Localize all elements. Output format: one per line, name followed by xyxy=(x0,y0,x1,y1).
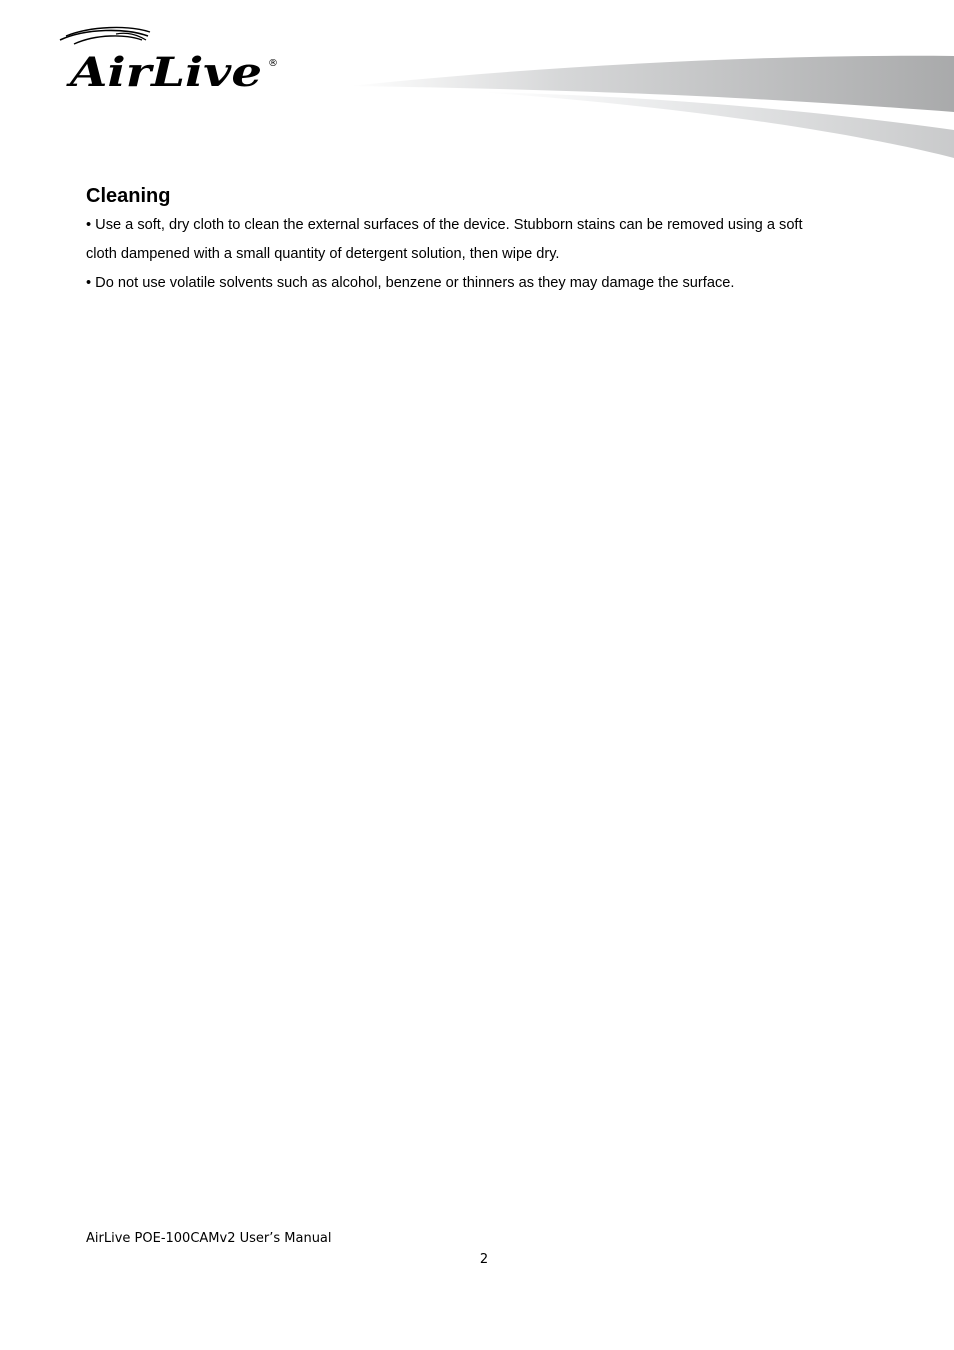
footer-manual-title: AirLive POE-100CAMv2 User’s Manual xyxy=(86,1231,332,1246)
registered-mark: ® xyxy=(268,58,278,69)
page-number: 2 xyxy=(479,1252,489,1267)
header-swoosh-graphic xyxy=(340,48,954,168)
airlive-logo xyxy=(56,26,286,94)
cleaning-section xyxy=(86,182,886,298)
bullet-2: • Do not use volatile solvents such as alcohol, benzene or thinners as they may damage the surface. xyxy=(86,275,735,291)
page-header xyxy=(0,0,954,180)
section-title: Cleaning xyxy=(86,185,171,207)
brand-logo-text: AirLive xyxy=(65,49,263,94)
bullet-1-line-1: • Use a soft, dry cloth to clean the external surfaces of the device. Stubborn stains can be removed using a soft xyxy=(86,217,803,233)
bullet-1-line-2: cloth dampened with a small quantity of detergent solution, then wipe dry. xyxy=(86,246,560,262)
